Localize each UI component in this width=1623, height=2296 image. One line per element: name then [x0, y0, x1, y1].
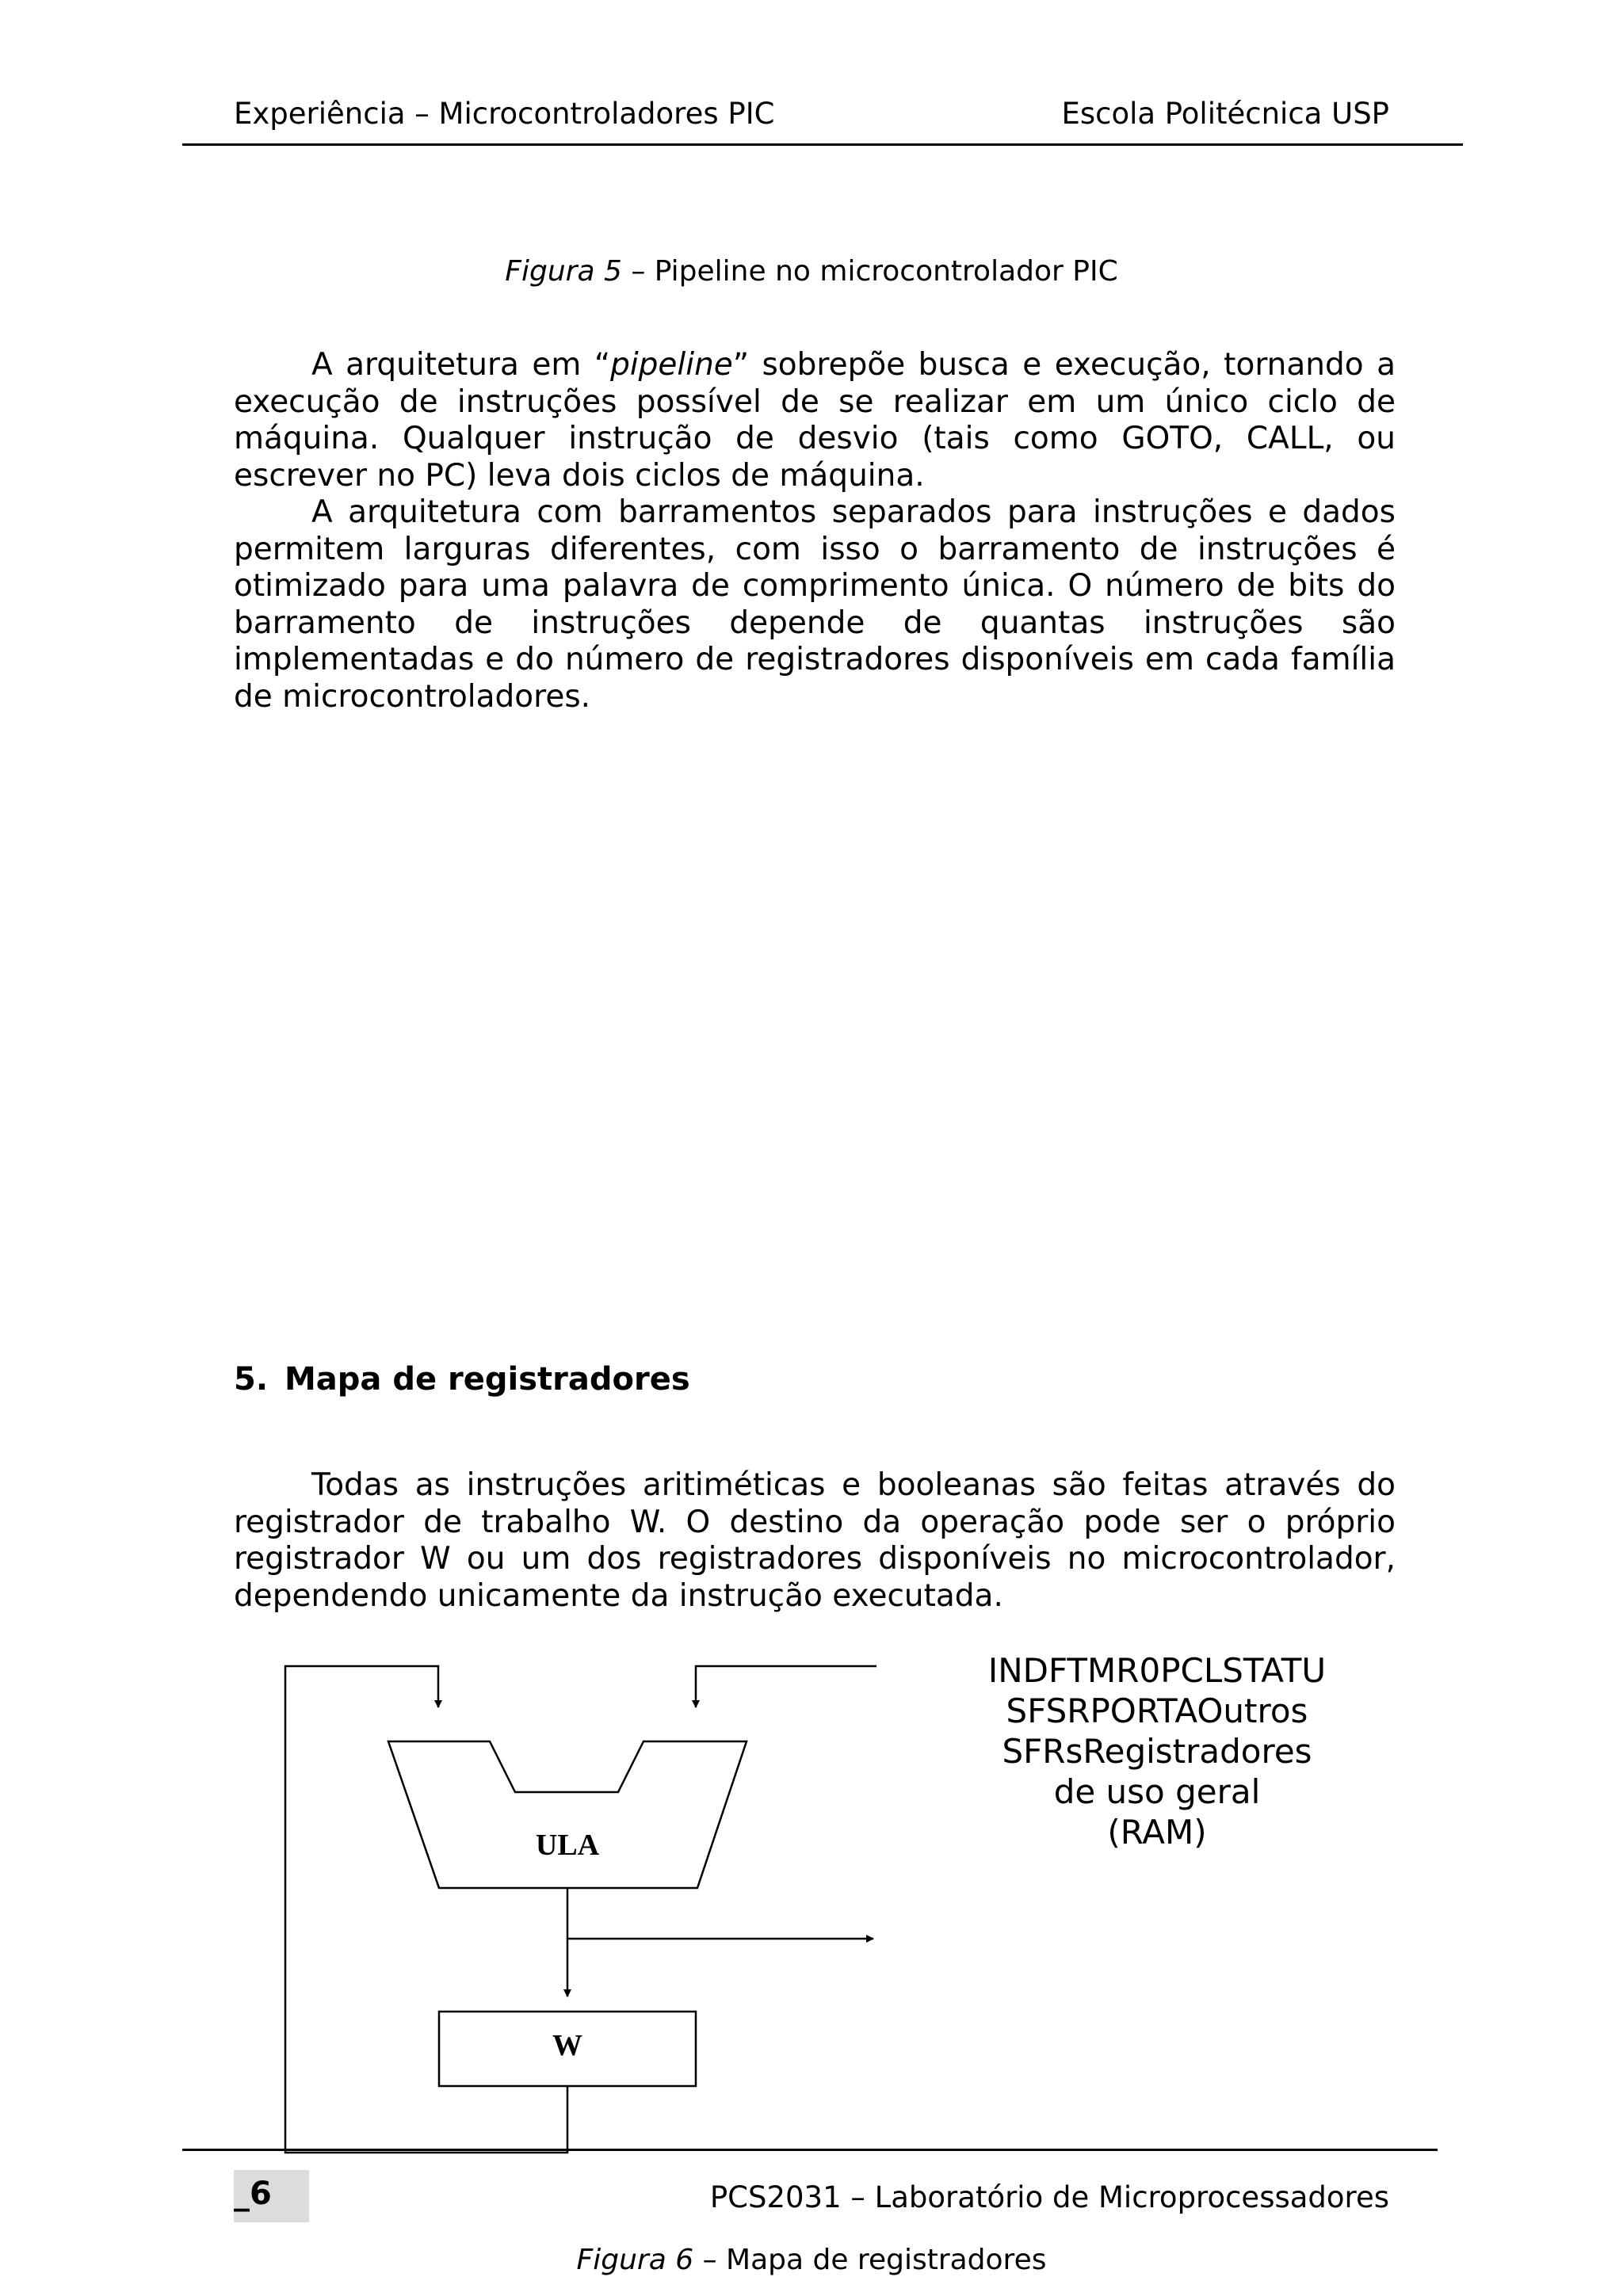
- figure6-text: – Mapa de registradores: [693, 2244, 1047, 2276]
- paragraph-work-register: Todas as instruções aritiméticas e booleanas são feitas através do registrador de trabalho W. O destino da operação pode ser o próprio registrador W ou um dos registradores disponíveis no microcontrolador, dependendo unicamente da instrução executada.: [234, 1467, 1396, 1614]
- section-title: Mapa de registradores: [285, 1361, 690, 1398]
- paragraph-buses: A arquitetura com barramentos separados para instruções e dados permitem larguras diferentes, com isso o barramento de instruções é otimizado para uma palavra de comprimento única. O número de bits do barramento de instruções depende de quantas instruções são implementadas e do número de registradores disponíveis em cada família de microcontroladores.: [234, 494, 1396, 715]
- w-label: W: [552, 2029, 582, 2062]
- register-line: de uso geral: [1053, 1772, 1261, 1811]
- figure6-caption: [0, 2244, 1623, 2276]
- figure5-label: Figura 5: [505, 255, 622, 288]
- feedback-line: [285, 1666, 567, 2153]
- page-number: _6: [234, 2170, 309, 2222]
- figure5-text: – Pipeline no microcontrolador PIC: [621, 255, 1118, 288]
- footer-rule: [182, 2149, 1438, 2151]
- section-number: 5.: [234, 1361, 269, 1398]
- figure6-label: Figura 6: [576, 2244, 694, 2276]
- register-line: INDFTMR0PCLSTATU: [987, 1651, 1327, 1690]
- header-right: Escola Politécnica USP: [1061, 97, 1389, 131]
- alu-label: ULA: [535, 1829, 600, 1862]
- pipeline-term: pipeline: [610, 347, 733, 383]
- footer-text: PCS2031 – Laboratório de Microprocessadores: [709, 2180, 1389, 2214]
- register-line: SFRsRegistradores: [1002, 1732, 1312, 1771]
- register-list: [951, 1650, 1363, 1852]
- register-line: SFSRPORTAOutros: [1006, 1691, 1308, 1730]
- register-line: (RAM): [1107, 1813, 1207, 1852]
- header-left: Experiência – Microcontroladores PIC: [234, 97, 775, 131]
- paragraph-pipeline: A arquitetura em “pipeline” sobrepõe busca e execução, tornando a execução de instruções possível de se realizar em um único ciclo de máquina. Qualquer instrução de desvio (tais como GOTO, CALL, ou escrever no PC) leva dois ciclos de máquina.: [234, 347, 1396, 494]
- register-input-line: [696, 1666, 876, 1707]
- alu-shape: [388, 1741, 747, 1888]
